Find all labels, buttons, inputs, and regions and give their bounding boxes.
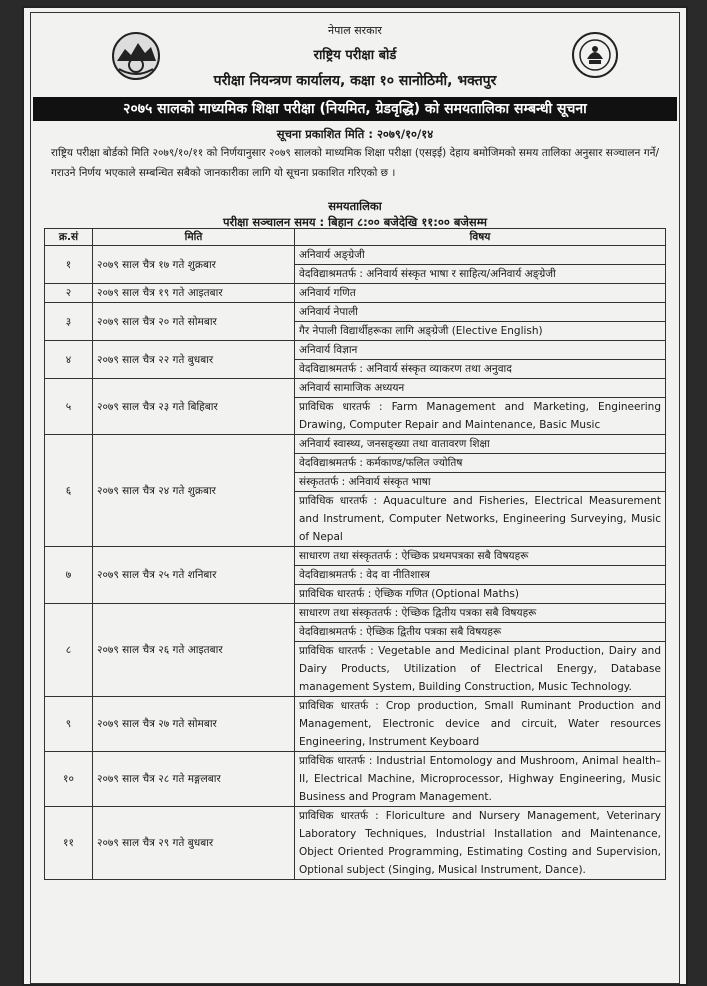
serial-number: ३ — [45, 303, 93, 341]
exam-date: २०७९ साल चैत्र २९ गते बुधबार — [93, 807, 295, 880]
intro-paragraph: राष्ट्रिय परीक्षा बोर्डको मिति २०७९/१०/११ को निर्णयानुसार २०७९ सालको माध्यमिक शिक्षा परीक्षा (एसइई) देहाय बमोजिमको समय तालिका अनुसार सञ्चालन गर्ने/गराउने निर्णय भएकाले सम्बन्धित सबैको जानकारीका लागि यो सूचना प्रकाशित गरिएको छ । — [51, 147, 659, 179]
notice-title: २०७५ सालको माध्यमिक शिक्षा परीक्षा (नियमित, ग्रेडवृद्धि) को समयतालिका सम्बन्धी सूचना — [33, 97, 677, 121]
subject-entry: वेदविद्याश्रमतर्फ : कर्मकाण्ड/फलित ज्योतिष — [295, 454, 666, 473]
table-row — [45, 341, 666, 360]
table-row — [45, 303, 666, 322]
exam-date: २०७९ साल चैत्र २३ गते बिहिबार — [93, 379, 295, 435]
government-name: नेपाल सरकार — [328, 24, 382, 37]
subject-entry: प्राविधिक धारतर्फ : Industrial Entomology and Mushroom, Animal health–II, Electrical Machine, Microprocessor, Highway Engineering, Music Business and Program Management. — [295, 752, 666, 807]
table-row — [45, 697, 666, 752]
table-row — [45, 284, 666, 303]
subject-entry: प्राविधिक धारतर्फ : Crop production, Small Ruminant Production and Management, Electronic device and circuit, Water resources Engineering, Instrument Keyboard — [295, 697, 666, 752]
subject-entry: अनिवार्य सामाजिक अध्ययन — [295, 379, 666, 398]
table-row — [45, 807, 666, 880]
board-name: राष्ट्रिय परीक्षा बोर्ड — [313, 48, 397, 63]
subject-entry: गैर नेपाली विद्यार्थीहरूका लागि अङ्ग्रेजी (Elective English) — [295, 322, 666, 341]
subject-entry: अनिवार्य स्वास्थ्य, जनसङ्ख्या तथा वातावरण शिक्षा — [295, 435, 666, 454]
table-body — [45, 246, 666, 880]
subject-entry: अनिवार्य विज्ञान — [295, 341, 666, 360]
table-row — [45, 246, 666, 265]
subject-entry: वेदविद्याश्रमतर्फ : अनिवार्य संस्कृत व्याकरण तथा अनुवाद — [295, 360, 666, 379]
column-header-sn: क्र.सं — [45, 229, 93, 246]
serial-number: १ — [45, 246, 93, 284]
serial-number: ४ — [45, 341, 93, 379]
exam-date: २०७९ साल चैत्र २२ गते बुधबार — [93, 341, 295, 379]
subject-entry: अनिवार्य गणित — [295, 284, 666, 303]
subject-entry: प्राविधिक धारतर्फ : Vegetable and Medicinal plant Production, Dairy and Dairy Products, Utilization of Electrical Energy, Database management System, Building Construction, Music Technology. — [295, 642, 666, 697]
subject-entry: अनिवार्य नेपाली — [295, 303, 666, 322]
exam-date: २०७९ साल चैत्र २७ गते सोमबार — [93, 697, 295, 752]
table-row — [45, 379, 666, 398]
subject-entry: साधारण तथा संस्कृततर्फ : ऐच्छिक द्वितीय पत्रका सबै विषयहरू — [295, 604, 666, 623]
exam-date: २०७९ साल चैत्र २६ गते आइतबार — [93, 604, 295, 697]
exam-date: २०७९ साल चैत्र २८ गते मङ्गलबार — [93, 752, 295, 807]
serial-number: ५ — [45, 379, 93, 435]
serial-number: ७ — [45, 547, 93, 604]
subject-entry: वेदविद्याश्रमतर्फ : ऐच्छिक द्वितीय पत्रका सबै विषयहरू — [295, 623, 666, 642]
exam-timetable — [44, 228, 666, 880]
subject-entry: प्राविधिक धारतर्फ : Aquaculture and Fisheries, Electrical Measurement and Instrument, Computer Networks, Engineering Surveying, Music of Nepal — [295, 492, 666, 547]
notice-sheet — [22, 6, 688, 986]
column-header-subject: विषय — [295, 229, 666, 246]
subject-entry: प्राविधिक धारतर्फ : Farm Management and Marketing, Engineering Drawing, Computer Repair and Maintenance, Basic Music — [295, 398, 666, 435]
table-row — [45, 752, 666, 807]
exam-time: परीक्षा सञ्चालन समय : बिहान ८:०० बजेदेखि ११:०० बजेसम्म — [222, 215, 488, 229]
serial-number: २ — [45, 284, 93, 303]
table-row — [45, 604, 666, 623]
table-row — [45, 547, 666, 566]
table-row — [45, 435, 666, 454]
subject-entry: प्राविधिक धारतर्फ : Floriculture and Nursery Management, Veterinary Laboratory Techniques, Industrial Installation and Maintenance, Object Oriented Programming, Estimating Costing and Supervision, Optional subject (Singing, Musical Instrument, Dance). — [295, 807, 666, 880]
serial-number: १० — [45, 752, 93, 807]
serial-number: ६ — [45, 435, 93, 547]
published-date: सूचना प्रकाशित मिति : २०७९/१०/१४ — [276, 127, 434, 141]
exam-date: २०७९ साल चैत्र २४ गते शुक्रबार — [93, 435, 295, 547]
table-header-row — [45, 229, 666, 246]
serial-number: ८ — [45, 604, 93, 697]
serial-number: ९ — [45, 697, 93, 752]
subject-entry: संस्कृततर्फ : अनिवार्य संस्कृत भाषा — [295, 473, 666, 492]
exam-date: २०७९ साल चैत्र २० गते सोमबार — [93, 303, 295, 341]
office-name: परीक्षा नियन्त्रण कार्यालय, कक्षा १० सानोठिमी, भक्तपुर — [213, 73, 497, 89]
exam-date: २०७९ साल चैत्र १७ गते शुक्रबार — [93, 246, 295, 284]
exam-date: २०७९ साल चैत्र २५ गते शनिबार — [93, 547, 295, 604]
subject-entry: वेदविद्याश्रमतर्फ : वेद वा नीतिशास्त्र — [295, 566, 666, 585]
subject-entry: अनिवार्य अङ्ग्रेजी — [295, 246, 666, 265]
serial-number: ११ — [45, 807, 93, 880]
subject-entry: साधारण तथा संस्कृततर्फ : ऐच्छिक प्रथमपत्रका सबै विषयहरू — [295, 547, 666, 566]
subject-entry: प्राविधिक धारतर्फ : ऐच्छिक गणित (Optional Maths) — [295, 585, 666, 604]
subject-entry: वेदविद्याश्रमतर्फ : अनिवार्य संस्कृत भाषा र साहित्य/अनिवार्य अङ्ग्रेजी — [295, 265, 666, 284]
exam-date: २०७९ साल चैत्र १९ गते आइतबार — [93, 284, 295, 303]
schedule-heading: समयतालिका — [328, 199, 382, 213]
column-header-date: मिति — [93, 229, 295, 246]
